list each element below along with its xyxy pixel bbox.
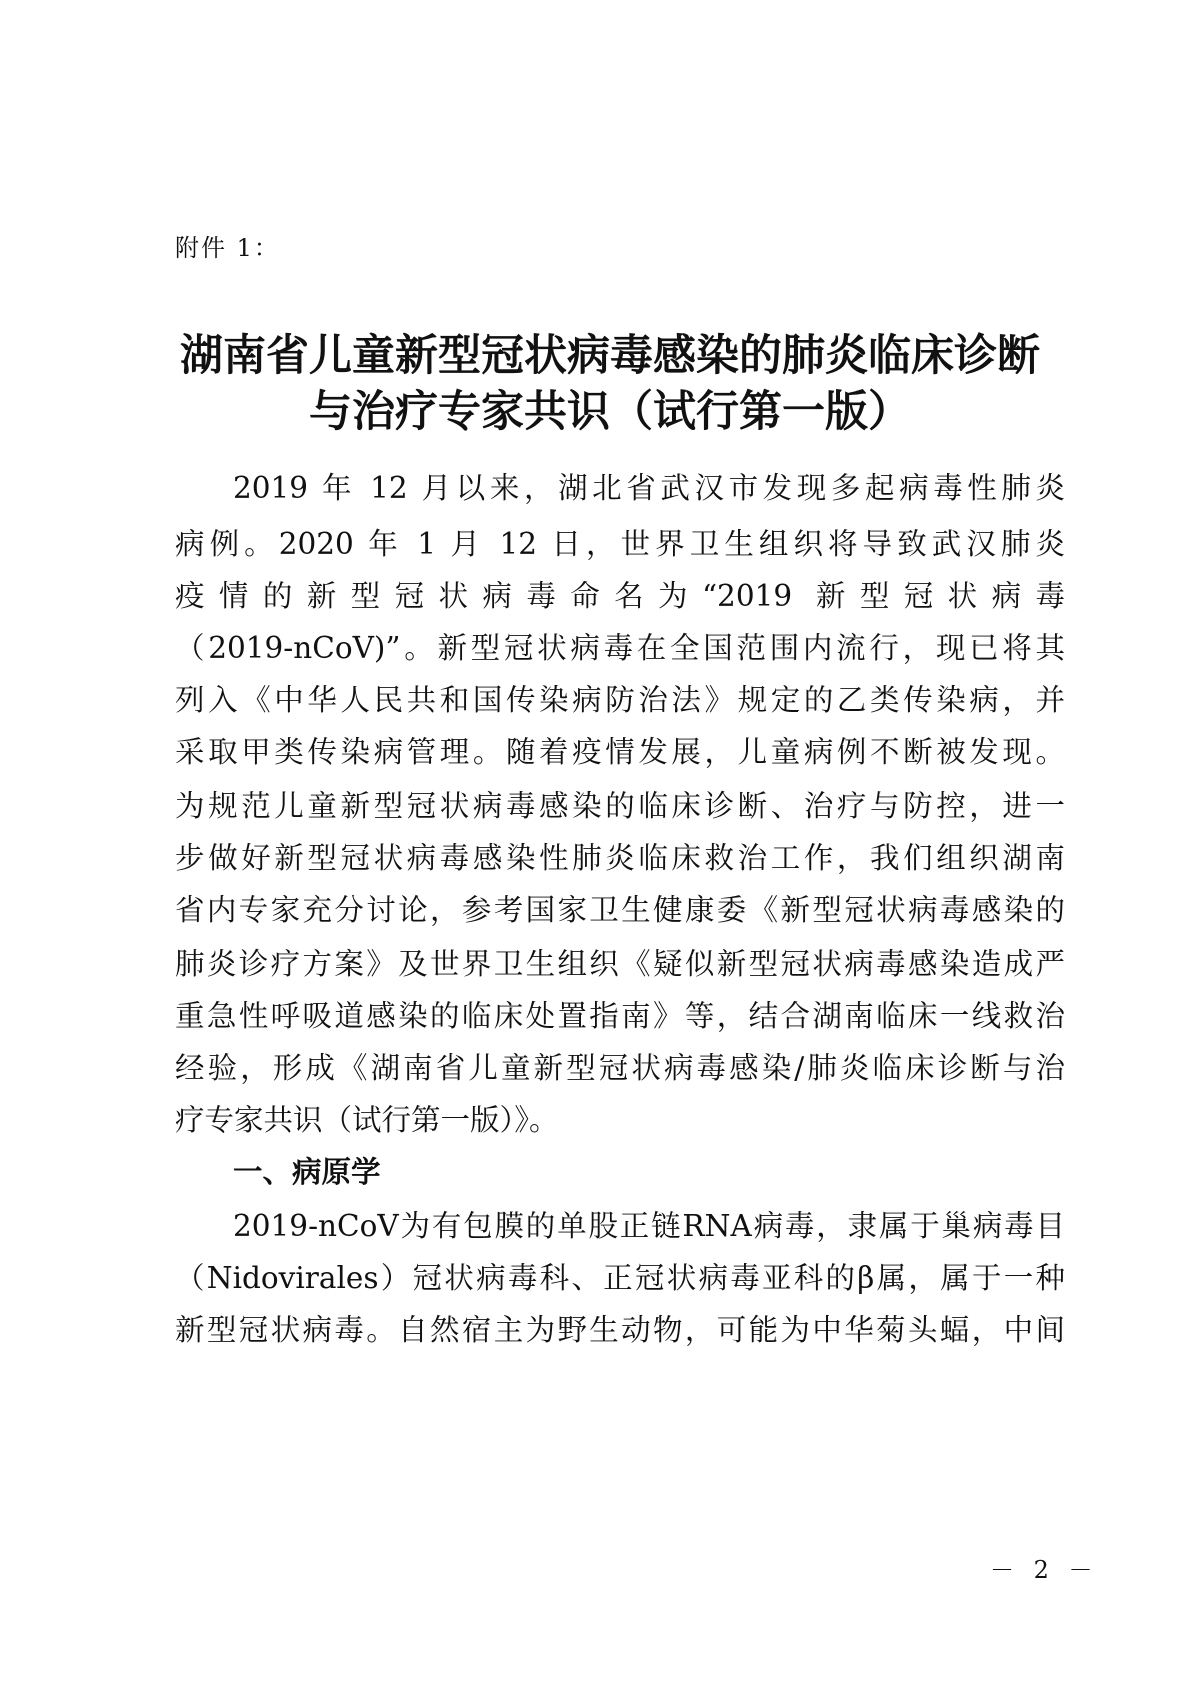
attachment-label: 附件 1： <box>175 234 280 262</box>
section-heading: 一、病原学 <box>233 1155 381 1189</box>
paragraph-line: 2019-nCoV为有包膜的单股正链RNA病毒，隶属于巢病毒目 <box>233 1209 1065 1243</box>
document-title-line-2: 与治疗专家共识（试行第一版） <box>309 387 911 437</box>
paragraph-line: 重急性呼吸道感染的临床处置指南》等，结合湖南临床一线救治 <box>175 999 1065 1033</box>
paragraph-line: 经验，形成《湖南省儿童新型冠状病毒感染/肺炎临床诊断与治 <box>175 1051 1065 1085</box>
paragraph-line: 疫情的新型冠状病毒命名为“2019 新型冠状病毒 <box>175 579 1065 613</box>
paragraph-line: 2019 年 12 月以来，湖北省武汉市发现多起病毒性肺炎 <box>233 471 1065 505</box>
paragraph-line: 列入《中华人民共和国传染病防治法》规定的乙类传染病，并 <box>175 683 1065 717</box>
paragraph-line: 为规范儿童新型冠状病毒感染的临床诊断、治疗与防控，进一 <box>175 789 1065 823</box>
document-title-line-1: 湖南省儿童新型冠状病毒感染的肺炎临床诊断 <box>180 331 1040 381</box>
paragraph-line: 步做好新型冠状病毒感染性肺炎临床救治工作，我们组织湖南 <box>175 841 1065 875</box>
paragraph-line: 新型冠状病毒。自然宿主为野生动物，可能为中华菊头蝠，中间 <box>175 1313 1065 1347</box>
paragraph-line: 采取甲类传染病管理。随着疫情发展，儿童病例不断被发现。 <box>175 735 1065 769</box>
page-number: － 2 － <box>990 1556 1099 1584</box>
paragraph-line: 肺炎诊疗方案》及世界卫生组织《疑似新型冠状病毒感染造成严 <box>175 947 1065 981</box>
paragraph-line: （2019-nCoV)”。新型冠状病毒在全国范围内流行，现已将其 <box>175 631 1065 665</box>
paragraph-line: 病例。2020 年 1 月 12 日，世界卫生组织将导致武汉肺炎 <box>175 527 1065 561</box>
paragraph-line: 省内专家充分讨论，参考国家卫生健康委《新型冠状病毒感染的 <box>175 893 1065 927</box>
paragraph-line: 疗专家共识（试行第一版）》。 <box>175 1103 559 1137</box>
paragraph-line: （Nidovirales）冠状病毒科、正冠状病毒亚科的β属，属于一种 <box>175 1261 1065 1295</box>
